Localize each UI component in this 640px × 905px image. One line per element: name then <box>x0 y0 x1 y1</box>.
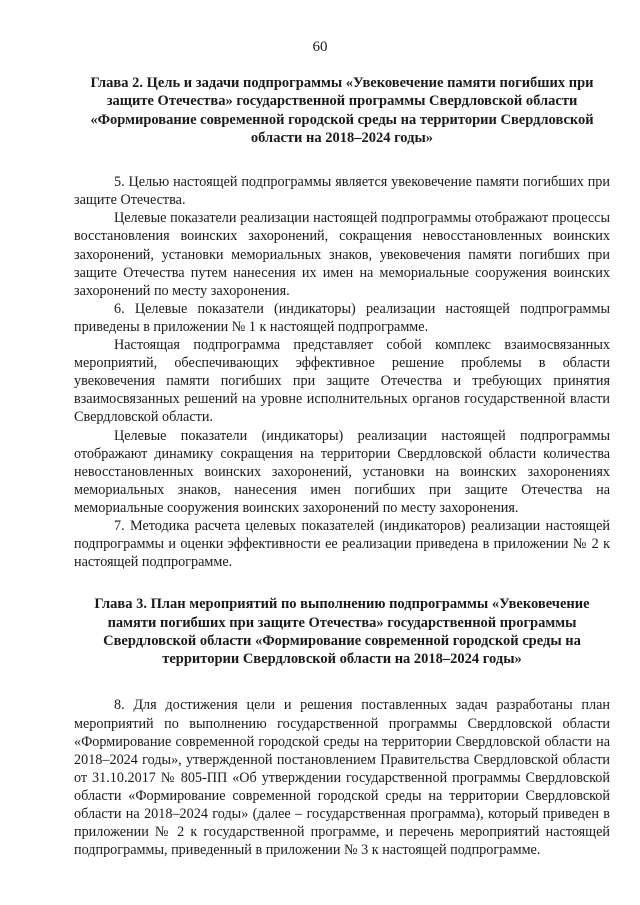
paragraph-target-indicators-processes: Целевые показатели реализации настоящей подпрограммы отображают процессы восстановления воинских захоронений, сокращения невосстановленных воинских захоронений, установки мемориальных знаков, увековечения памяти погибших при защите Отечества путем нанесения их имен на мемориальные сооружения воинских захоронений по месту захоронения. <box>74 210 610 299</box>
paragraph-6: 6. Целевые показатели (индикаторы) реализации настоящей подпрограммы приведены в приложении № 1 к настоящей подпрограмме. <box>74 300 610 335</box>
page-number: 60 <box>312 39 328 55</box>
paragraph-5: 5. Целью настоящей подпрограммы является увековечение памяти погибших при защите Отечества. <box>74 174 610 209</box>
paragraph-subprogram-complex: Настоящая подпрограмма представляет собой комплекс взаимосвязанных мероприятий, обеспечивающих эффективное решение проблемы в области увековечения памяти погибших при защите Отечества и требующих принятия взаимосвязанных решений на уровне исполнительных органов государственной власти Свердловской области. <box>74 337 610 426</box>
paragraph-target-indicators-dynamics: Целевые показатели (индикаторы) реализации настоящей подпрограммы отображают динамику сокращения на территории Свердловской области количества невосстановленных воинских захоронений, установки на воинских захоронениях мемориальных знаков, нанесения имен погибших при защите Отечества на мемориальные сооружения воинских захоронений по месту захоронения. <box>74 427 610 516</box>
paragraph-7: 7. Методика расчета целевых показателей (индикаторов) реализации настоящей подпрограммы и оценки эффективности ее реализации приведена в приложении № 2 к настоящей подпрограмме. <box>74 517 610 571</box>
chapter-2-paragraphs <box>74 173 610 571</box>
paragraph-8: 8. Для достижения цели и решения поставленных задач разработаны план мероприятий по выполнению государственной программы Свердловской области «Формирование современной городской среды на территории Свердловской области на 2018–2024 годы», утвержденной постановлением Правительства Свердловской области от 31.10.2017 № 805-ПП «Об утверждении государственной программы Свердловской области «Формирование современной городской среды на территории Свердловской области на 2018–2024 годы» (далее – государственная программа), который приведен в приложении № 2 к государственной программе, и перечень мероприятий настоящей подпрограммы, приведенный в приложении № 3 к настоящей подпрограмме. <box>74 697 610 859</box>
chapter-3-paragraphs <box>74 696 610 859</box>
document-body <box>74 74 610 859</box>
chapter-3-title: Глава 3. План мероприятий по выполнению подпрограммы «Увековечение памяти погибших при защите Отечества» государственной программы Свердловской области «Формирование современной городской среды на территории Свердловской области на 2018–2024 годы» <box>94 596 590 668</box>
chapter-2-title: Глава 2. Цель и задачи подпрограммы «Увековечение памяти погибших при защите Отечества» государственной программы Свердловской области «Формирование современной городской среды на территории Свердловской области на 2018–2024 годы» <box>90 75 594 146</box>
